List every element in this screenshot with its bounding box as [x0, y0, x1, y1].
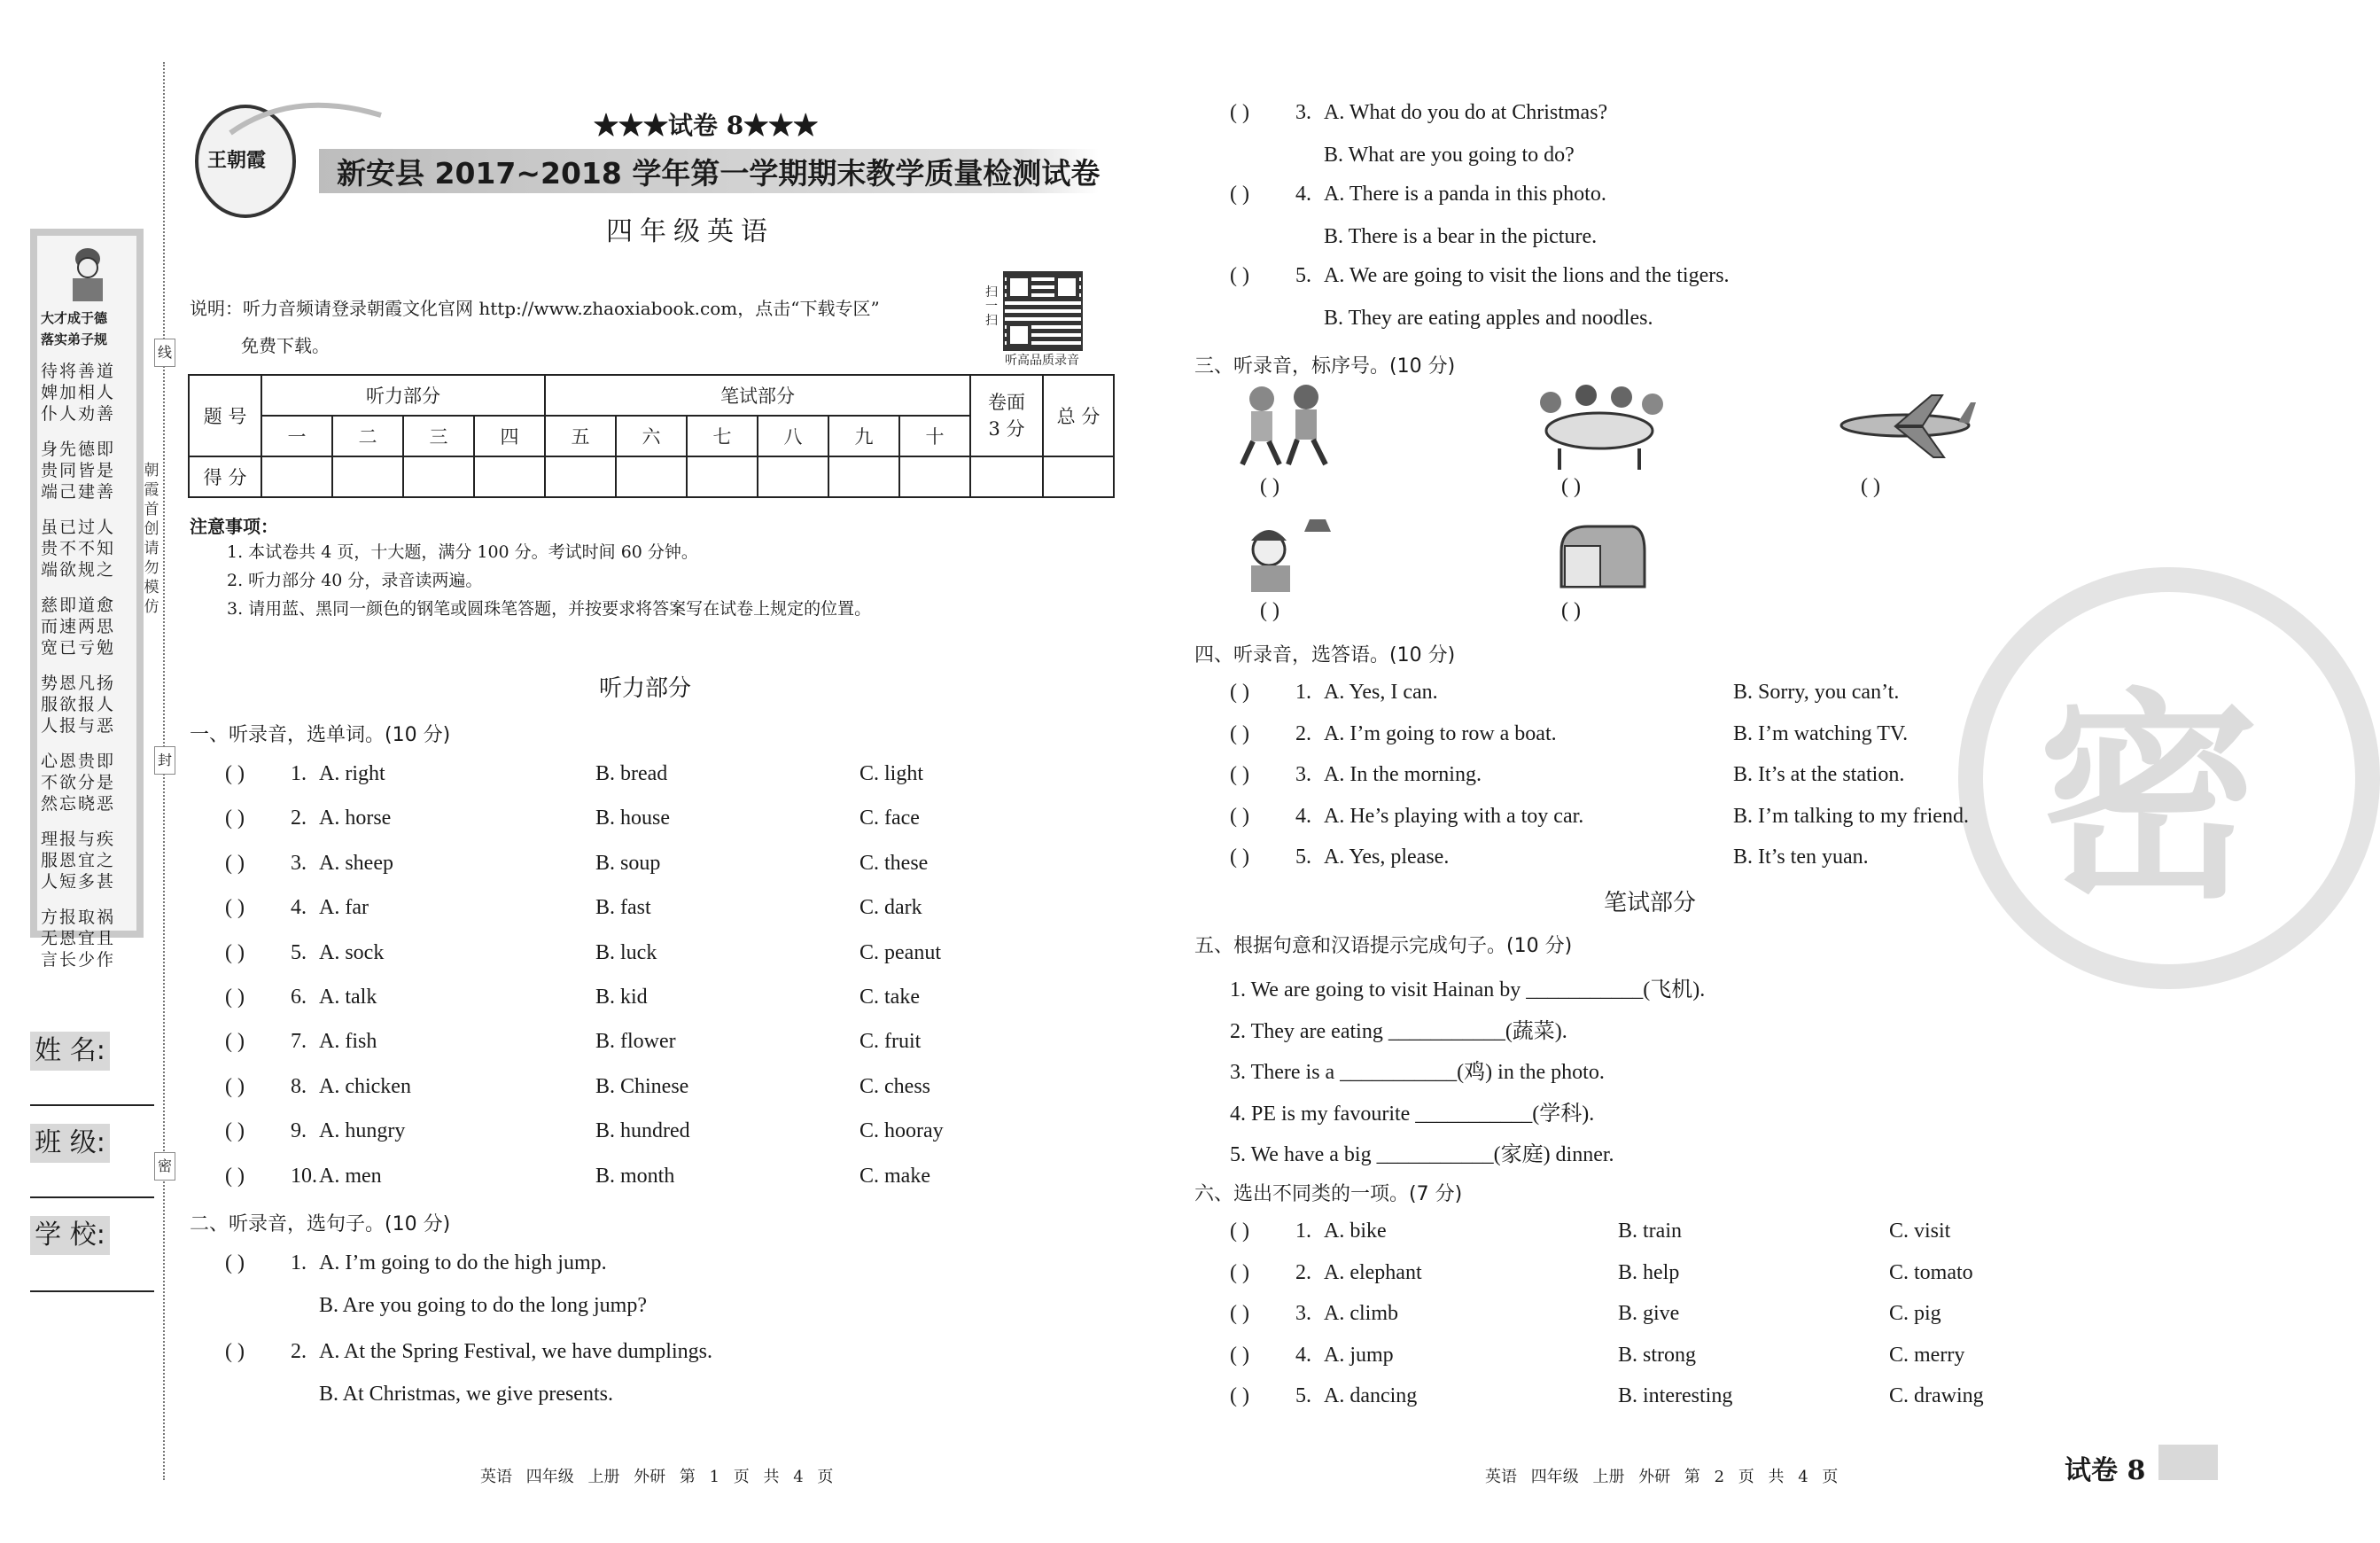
note-item: 1. 本试卷共 4 页，十大题，满分 100 分。考试时间 60 分钟。: [227, 542, 698, 562]
ribbon-icon: [213, 89, 390, 142]
section1-heading: 一、听录音，选单词。(10 分): [190, 724, 451, 746]
score-cell[interactable]: [828, 456, 899, 497]
option-b: B. house: [595, 807, 670, 830]
sentence-b: B. They are eating apples and noodles.: [1324, 307, 1653, 330]
answer-blank[interactable]: ( ): [1230, 1302, 1249, 1326]
score-cell[interactable]: [1043, 456, 1114, 497]
score-cell[interactable]: [332, 456, 403, 497]
question-number: 1.: [291, 762, 307, 785]
option-b: B. strong: [1618, 1343, 1697, 1367]
option-c: C. tomato: [1889, 1260, 1973, 1284]
reply-b: B. Sorry, you can’t.: [1733, 681, 1900, 704]
seal-character: 密: [2038, 670, 2259, 928]
option-a: A. jump: [1324, 1343, 1394, 1367]
section4-heading: 四、听录音，选答语。(10 分): [1194, 644, 1456, 666]
option-a: A. right: [319, 762, 385, 785]
answer-blank[interactable]: ( ): [225, 896, 245, 920]
answer-blank[interactable]: ( ): [1230, 1260, 1249, 1284]
question-number: 5.: [291, 940, 307, 964]
option-b: B. kid: [595, 986, 648, 1009]
sidebar-verse-row: 宽已亏勉: [41, 638, 116, 658]
subject-title: 四年级英语: [606, 216, 774, 247]
q-num-8: 八: [758, 416, 828, 456]
listening-title: 听力部分: [599, 675, 692, 702]
option-c: C. peanut: [859, 940, 941, 964]
option-b: B. month: [595, 1164, 675, 1188]
reply-a: A. Yes, I can.: [1324, 681, 1438, 704]
question-number: 4.: [1295, 183, 1311, 206]
question-number: 7.: [291, 1030, 307, 1054]
answer-blank[interactable]: ( ): [225, 1164, 245, 1188]
qr-code-icon[interactable]: [1003, 271, 1083, 351]
option-c: C. light: [859, 762, 924, 785]
q-num-2: 二: [332, 416, 403, 456]
answer-blank[interactable]: ( ): [225, 1030, 245, 1054]
sidebar-verse-row: 而速两思: [41, 617, 116, 636]
score-cell[interactable]: [899, 456, 970, 497]
answer-blank[interactable]: ( ): [1230, 804, 1249, 828]
sidebar-verse-row: 端欲规之: [41, 560, 116, 580]
question-number: 2.: [1295, 721, 1311, 745]
q-num-5: 五: [545, 416, 616, 456]
sidebar-verse-row: 婢加相人: [41, 383, 116, 402]
score-cell[interactable]: [545, 456, 616, 497]
reply-b: B. It’s at the station.: [1733, 763, 1905, 787]
sidebar-verse-row: 言长少作: [41, 950, 116, 970]
school-field[interactable]: [30, 1290, 154, 1292]
sidebar-verse-row: 贵不不知: [41, 539, 116, 558]
option-c: C. hooray: [859, 1119, 944, 1143]
sidebar-verse-row: 端己建善: [41, 482, 116, 502]
option-a: A. chicken: [319, 1074, 411, 1098]
section2-heading: 二、听录音，选句子。(10 分): [190, 1213, 451, 1235]
fill-sentence: 3. There is a ___________(鸡) in the photo.: [1230, 1061, 1605, 1085]
answer-blank[interactable]: ( ): [1230, 264, 1249, 287]
paper-tag: ★★★试卷 8★★★: [594, 111, 819, 140]
neatness-score: 3 分: [988, 418, 1025, 440]
girl-with-hat-picture: [1233, 514, 1340, 594]
answer-blank[interactable]: ( ): [225, 1119, 245, 1143]
option-c: C. chess: [859, 1074, 930, 1098]
reply-a: A. In the morning.: [1324, 763, 1482, 787]
question-number: 5.: [1295, 264, 1311, 287]
question-number: 5.: [1295, 846, 1311, 869]
option-a: A. climb: [1324, 1302, 1398, 1326]
question-number-label: 题 号: [189, 375, 261, 456]
question-number: 4.: [291, 896, 307, 920]
answer-blank[interactable]: ( ): [225, 851, 245, 875]
q-num-9: 九: [828, 416, 899, 456]
option-a: A. elephant: [1324, 1260, 1422, 1284]
sentence-b: B. There is a bear in the picture.: [1324, 225, 1598, 248]
sentence-b: B. Are you going to do the long jump?: [319, 1294, 647, 1317]
sidebar-verse-row: 无恩宜且: [41, 929, 116, 948]
class-label: 班 级:: [30, 1124, 110, 1163]
sidebar-verse-row: 不欲分是: [41, 773, 116, 792]
score-cell[interactable]: [687, 456, 758, 497]
seal-mark-line: 线: [154, 339, 175, 367]
q-num-1: 一: [261, 416, 332, 456]
fill-sentence: 5. We have a big ___________(家庭) dinner.: [1230, 1143, 1614, 1167]
vertical-note: 朝霞首创 请勿模仿: [144, 462, 159, 616]
section5-heading: 五、根据句意和汉语提示完成句子。(10 分): [1194, 935, 1573, 957]
option-b: B. fast: [595, 896, 651, 920]
option-c: C. make: [859, 1164, 930, 1188]
total-label: 总 分: [1043, 375, 1114, 456]
option-a: A. far: [319, 896, 369, 920]
reply-a: A. Yes, please.: [1324, 846, 1450, 869]
sidebar-verse-row: 势恩凡扬: [41, 674, 116, 693]
score-cell[interactable]: [403, 456, 474, 497]
option-a: A. talk: [319, 986, 377, 1009]
notes-heading: 注意事项：: [190, 516, 278, 537]
scholar-icon: [57, 241, 119, 303]
q-num-7: 七: [687, 416, 758, 456]
answer-blank[interactable]: ( ): [225, 986, 245, 1009]
q-num-6: 六: [616, 416, 687, 456]
option-a: A. sheep: [319, 851, 393, 875]
option-a: A. fish: [319, 1030, 377, 1054]
option-b: B. flower: [595, 1030, 676, 1054]
answer-blank[interactable]: ( ): [1230, 721, 1249, 745]
sidebar-verse-row: 服恩宜之: [41, 851, 116, 870]
option-b: B. bread: [595, 762, 668, 785]
neatness-label: 卷面: [988, 392, 1025, 413]
page-title: 新安县 2017~2018 学年第一学期期末教学质量检测试卷: [337, 156, 1101, 191]
sidebar-verse-row: 然忘晓恶: [41, 794, 116, 814]
sentence-a: A. There is a panda in this photo.: [1324, 183, 1606, 206]
sentence-a: A. What do you do at Christmas?: [1324, 101, 1608, 124]
description-line-1: 说明：听力音频请登录朝霞文化官网 http://www.zhaoxiabook.com，点击“下载专区”: [190, 298, 880, 319]
question-number: 2.: [291, 1340, 307, 1363]
option-c: C. drawing: [1889, 1384, 1984, 1408]
picture-blank[interactable]: ( ): [1561, 599, 1581, 622]
sidebar-verse-row: 人报与恶: [41, 716, 116, 736]
answer-blank[interactable]: ( ): [1230, 1384, 1249, 1408]
reply-b: B. It’s ten yuan.: [1733, 846, 1869, 869]
sidebar-verse-row: 虽已过人: [41, 518, 116, 537]
option-c: C. take: [859, 986, 920, 1009]
question-number: 5.: [1295, 1384, 1311, 1408]
name-field[interactable]: [30, 1104, 154, 1106]
option-a: A. horse: [319, 807, 392, 830]
option-a: A. hungry: [319, 1119, 406, 1143]
description-line-2: 免费下载。: [241, 335, 330, 356]
sidebar-verse-row: 心恩贵即: [41, 752, 116, 771]
option-a: A. bike: [1324, 1220, 1387, 1243]
footer-right: 英语 四年级 上册 外研 第 2 页 共 4 页: [1485, 1468, 1839, 1486]
writing-title: 笔试部分: [1604, 890, 1697, 916]
listening-part-label: 听力部分: [261, 375, 545, 416]
question-number: 10.: [291, 1164, 317, 1188]
answer-blank[interactable]: ( ): [1230, 1220, 1249, 1243]
question-number: 3.: [1295, 763, 1311, 787]
note-item: 3. 请用蓝、黑同一颜色的钢笔或圆珠笔答题，并按要求将答案写在试卷上规定的位置。: [227, 599, 872, 619]
question-number: 4.: [1295, 804, 1311, 828]
question-number: 2.: [291, 807, 307, 830]
bread-picture: [1552, 516, 1650, 596]
option-b: B. help: [1618, 1260, 1680, 1284]
sentence-b: B. What are you going to do?: [1324, 144, 1575, 167]
corner-tag: 试卷 8: [2065, 1455, 2146, 1486]
option-c: C. fruit: [859, 1030, 922, 1054]
sidebar-verse-row: 方报取祸: [41, 908, 116, 927]
option-b: B. hundred: [595, 1119, 690, 1143]
fill-sentence: 4. PE is my favourite ___________(学科).: [1230, 1102, 1595, 1126]
logo-text: 王朝霞: [207, 149, 267, 172]
score-table: [188, 374, 1115, 498]
score-cell[interactable]: [474, 456, 545, 497]
option-c: C. pig: [1889, 1302, 1941, 1326]
question-number: 9.: [291, 1119, 307, 1143]
children-running-picture: [1226, 379, 1350, 468]
q-num-4: 四: [474, 416, 545, 456]
qr-caption-bottom: 听高品质录音: [1005, 354, 1079, 368]
question-number: 3.: [291, 851, 307, 875]
sidebar-verse-row: 贵同皆是: [41, 461, 116, 480]
q-num-10: 十: [899, 416, 970, 456]
picture-blank[interactable]: ( ): [1260, 475, 1279, 498]
option-c: C. face: [859, 807, 920, 830]
qr-caption-side: 扫一扫: [985, 285, 998, 328]
answer-blank[interactable]: ( ): [225, 1251, 245, 1274]
question-number: 1.: [1295, 1220, 1311, 1243]
section6-heading: 六、选出不同类的一项。(7 分): [1194, 1183, 1463, 1205]
sidebar-verse-row: 理报与疾: [41, 830, 116, 849]
sidebar-verse-row: 人短多甚: [41, 872, 116, 892]
family-dinner-picture: [1524, 376, 1675, 473]
option-b: B. luck: [595, 940, 657, 964]
option-c: C. merry: [1889, 1343, 1965, 1367]
score-cell[interactable]: [758, 456, 828, 497]
option-b: B. train: [1618, 1220, 1682, 1243]
fill-sentence: 2. They are eating ___________(蔬菜).: [1230, 1019, 1567, 1043]
answer-blank[interactable]: ( ): [225, 940, 245, 964]
section3-heading: 三、听录音，标序号。(10 分): [1194, 355, 1456, 378]
score-row-label: 得 分: [189, 456, 261, 497]
answer-blank[interactable]: ( ): [1230, 183, 1249, 206]
option-b: B. Chinese: [595, 1074, 689, 1098]
question-number: 8.: [291, 1074, 307, 1098]
class-field[interactable]: [30, 1196, 154, 1198]
question-number: 3.: [1295, 101, 1311, 124]
picture-blank[interactable]: ( ): [1260, 599, 1279, 622]
sidebar-verse-row: 待将善道: [41, 362, 116, 381]
answer-blank[interactable]: ( ): [225, 1340, 245, 1363]
answer-blank[interactable]: ( ): [1230, 846, 1249, 869]
answer-blank[interactable]: ( ): [1230, 681, 1249, 704]
writing-part-label: 笔试部分: [545, 375, 970, 416]
question-number: 2.: [1295, 1260, 1311, 1284]
seal-mark-seal: 封: [154, 746, 175, 775]
sidebar-slogan-1: 大才成于德: [41, 310, 108, 326]
answer-blank[interactable]: ( ): [1230, 101, 1249, 124]
footer-left: 英语 四年级 上册 外研 第 1 页 共 4 页: [480, 1468, 834, 1486]
option-c: C. dark: [859, 896, 922, 920]
score-cell[interactable]: [970, 456, 1043, 497]
answer-blank[interactable]: ( ): [1230, 1343, 1249, 1367]
reply-a: A. He’s playing with a toy car.: [1324, 804, 1584, 828]
sentence-b: B. At Christmas, we give presents.: [319, 1383, 613, 1406]
sidebar-verse-row: 慈即道愈: [41, 596, 116, 615]
question-number: 3.: [1295, 1302, 1311, 1326]
option-a: A. men: [319, 1164, 382, 1188]
corner-bar: [2158, 1445, 2218, 1480]
score-cell[interactable]: [261, 456, 332, 497]
option-b: B. give: [1618, 1302, 1680, 1326]
question-number: 1.: [1295, 681, 1311, 704]
name-label: 姓 名:: [30, 1032, 110, 1071]
score-cell[interactable]: [616, 456, 687, 497]
airplane-picture: [1834, 390, 1976, 461]
note-item: 2. 听力部分 40 分，录音读两遍。: [227, 571, 483, 590]
neatness-cell: [970, 375, 1043, 456]
option-a: A. dancing: [1324, 1384, 1418, 1408]
sentence-a: A. At the Spring Festival, we have dumplings.: [319, 1340, 712, 1363]
fill-sentence: 1. We are going to visit Hainan by ___________(飞机).: [1230, 978, 1706, 1001]
question-number: 1.: [291, 1251, 307, 1274]
sentence-a: A. I’m going to do the high jump.: [319, 1251, 607, 1274]
sentence-a: A. We are going to visit the lions and the tigers.: [1324, 264, 1730, 287]
option-c: C. visit: [1889, 1220, 1951, 1243]
school-label: 学 校:: [30, 1216, 110, 1255]
sidebar-verse-row: 身先德即: [41, 440, 116, 459]
option-b: B. interesting: [1618, 1384, 1733, 1408]
q-num-3: 三: [403, 416, 474, 456]
sidebar-verse-row: 服欲报人: [41, 695, 116, 714]
answer-blank[interactable]: ( ): [225, 1074, 245, 1098]
answer-blank[interactable]: ( ): [1230, 763, 1249, 787]
option-a: A. sock: [319, 940, 385, 964]
sidebar-slogan-2: 落实弟子规: [41, 331, 108, 347]
answer-blank[interactable]: ( ): [225, 807, 245, 830]
option-b: B. soup: [595, 851, 661, 875]
seal-mark-secret: 密: [154, 1152, 175, 1181]
option-c: C. these: [859, 851, 929, 875]
picture-blank[interactable]: ( ): [1561, 475, 1581, 498]
picture-blank[interactable]: ( ): [1861, 475, 1880, 498]
answer-blank[interactable]: ( ): [225, 762, 245, 785]
reply-b: B. I’m watching TV.: [1733, 721, 1909, 745]
sidebar-verse-row: 仆人劝善: [41, 404, 116, 424]
reply-a: A. I’m going to row a boat.: [1324, 721, 1557, 745]
question-number: 6.: [291, 986, 307, 1009]
reply-b: B. I’m talking to my friend.: [1733, 804, 1969, 828]
question-number: 4.: [1295, 1343, 1311, 1367]
